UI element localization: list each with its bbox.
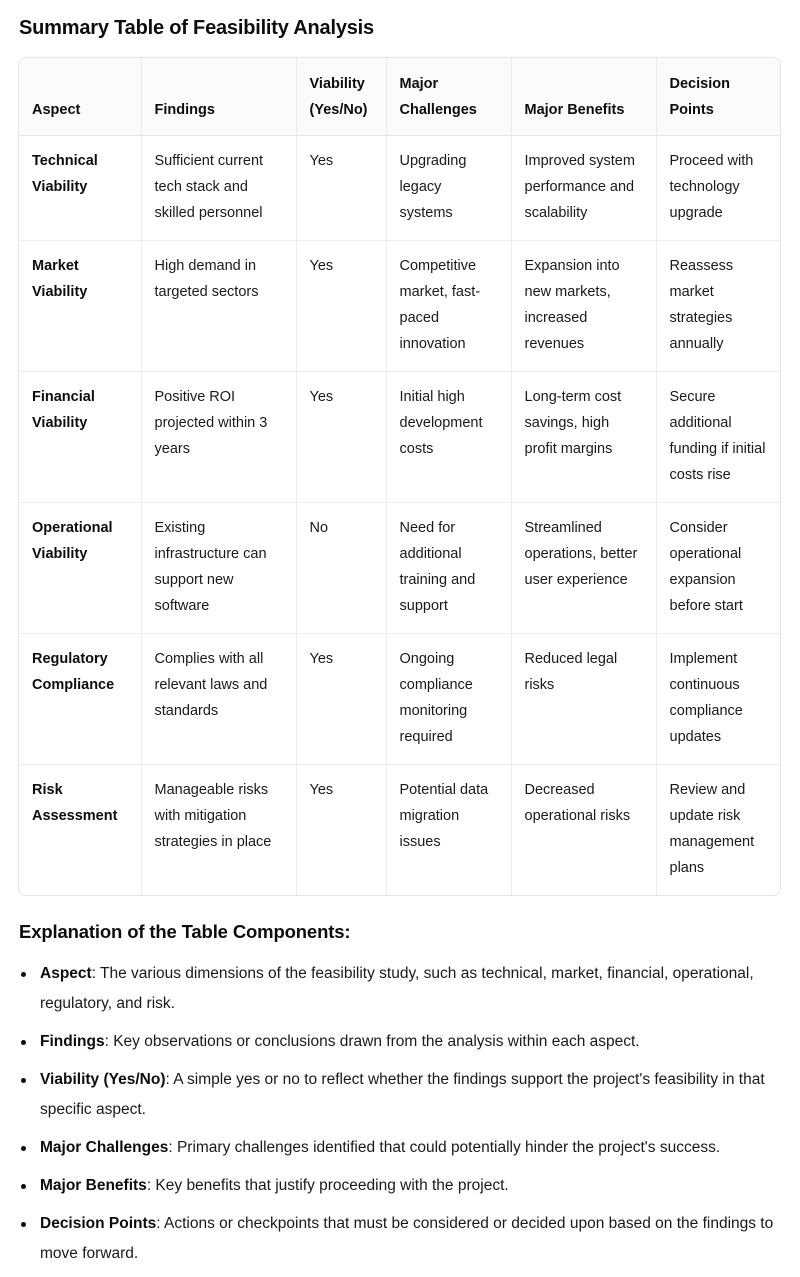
- cell-decision-points: Secure additional funding if initial costs rise: [656, 372, 781, 503]
- cell-aspect: Market Viability: [19, 241, 141, 372]
- cell-major-benefits: Expansion into new markets, increased revenues: [511, 241, 656, 372]
- list-item-term: Findings: [40, 1033, 105, 1050]
- list-item-term: Viability (Yes/No): [40, 1071, 166, 1088]
- cell-viability: Yes: [296, 136, 386, 241]
- cell-aspect: Financial Viability: [19, 372, 141, 503]
- cell-viability: Yes: [296, 634, 386, 765]
- cell-findings: Complies with all relevant laws and standards: [141, 634, 296, 765]
- cell-major-challenges: Potential data migration issues: [386, 765, 511, 896]
- table-row: [19, 372, 781, 503]
- cell-viability: Yes: [296, 372, 386, 503]
- list-item-term: Aspect: [40, 965, 92, 982]
- cell-aspect: Operational Viability: [19, 503, 141, 634]
- list-item: [0, 1209, 778, 1269]
- cell-major-challenges: Upgrading legacy systems: [386, 136, 511, 241]
- list-item: [0, 1027, 778, 1057]
- cell-major-benefits: Decreased operational risks: [511, 765, 656, 896]
- cell-findings: Manageable risks with mitigation strategies in place: [141, 765, 296, 896]
- table-row: [19, 241, 781, 372]
- cell-decision-points: Reassess market strategies annually: [656, 241, 781, 372]
- list-item-term: Decision Points: [40, 1215, 157, 1232]
- cell-major-benefits: Reduced legal risks: [511, 634, 656, 765]
- list-item: [0, 1065, 778, 1125]
- explanation-heading: Explanation of the Table Components:: [19, 921, 351, 942]
- cell-findings: Sufficient current tech stack and skilled personnel: [141, 136, 296, 241]
- list-item: [0, 1133, 778, 1163]
- explanation-list: [0, 959, 800, 1269]
- cell-viability: Yes: [296, 765, 386, 896]
- column-header-decision-points: Decision Points: [656, 58, 781, 136]
- cell-aspect: Regulatory Compliance: [19, 634, 141, 765]
- column-header-aspect: Aspect: [19, 58, 141, 136]
- table-row: [19, 503, 781, 634]
- feasibility-table: [19, 58, 781, 895]
- list-item-term: Major Benefits: [40, 1177, 147, 1194]
- column-header-major-benefits: Major Benefits: [511, 58, 656, 136]
- cell-major-benefits: Long-term cost savings, high profit margins: [511, 372, 656, 503]
- column-header-viability: Viability (Yes/No): [296, 58, 386, 136]
- list-item-text: : The various dimensions of the feasibility study, such as technical, market, financial, operational, regulatory, and risk.: [40, 965, 754, 1012]
- table-row: [19, 765, 781, 896]
- table-header-row: [19, 58, 781, 136]
- column-header-findings: Findings: [141, 58, 296, 136]
- cell-major-challenges: Ongoing compliance monitoring required: [386, 634, 511, 765]
- page-title: Summary Table of Feasibility Analysis: [19, 17, 374, 39]
- list-item-text: : Key observations or conclusions drawn from the analysis within each aspect.: [104, 1033, 640, 1050]
- column-header-major-challenges: Major Challenges: [386, 58, 511, 136]
- cell-major-challenges: Competitive market, fast-paced innovation: [386, 241, 511, 372]
- list-item: [0, 959, 778, 1019]
- cell-major-benefits: Streamlined operations, better user experience: [511, 503, 656, 634]
- cell-findings: High demand in targeted sectors: [141, 241, 296, 372]
- cell-findings: Positive ROI projected within 3 years: [141, 372, 296, 503]
- feasibility-table-container: [18, 57, 781, 896]
- cell-major-challenges: Need for additional training and support: [386, 503, 511, 634]
- cell-findings: Existing infrastructure can support new software: [141, 503, 296, 634]
- cell-major-benefits: Improved system performance and scalability: [511, 136, 656, 241]
- table-row: [19, 136, 781, 241]
- table-header: [19, 58, 781, 136]
- table-body: [19, 136, 781, 896]
- cell-aspect: Risk Assessment: [19, 765, 141, 896]
- cell-major-challenges: Initial high development costs: [386, 372, 511, 503]
- cell-decision-points: Proceed with technology upgrade: [656, 136, 781, 241]
- list-item-term: Major Challenges: [40, 1139, 169, 1156]
- cell-viability: No: [296, 503, 386, 634]
- cell-viability: Yes: [296, 241, 386, 372]
- list-item-text: : Primary challenges identified that could potentially hinder the project's success.: [168, 1139, 721, 1156]
- cell-aspect: Technical Viability: [19, 136, 141, 241]
- cell-decision-points: Implement continuous compliance updates: [656, 634, 781, 765]
- list-item: [0, 1171, 778, 1201]
- table-row: [19, 634, 781, 765]
- list-item-text: : Actions or checkpoints that must be considered or decided upon based on the findings to move forward.: [40, 1215, 774, 1262]
- list-item-text: : Key benefits that justify proceeding with the project.: [146, 1177, 509, 1194]
- cell-decision-points: Review and update risk management plans: [656, 765, 781, 896]
- list-item-text: : A simple yes or no to reflect whether the findings support the project's feasibility in that specific aspect.: [40, 1071, 765, 1118]
- cell-decision-points: Consider operational expansion before start: [656, 503, 781, 634]
